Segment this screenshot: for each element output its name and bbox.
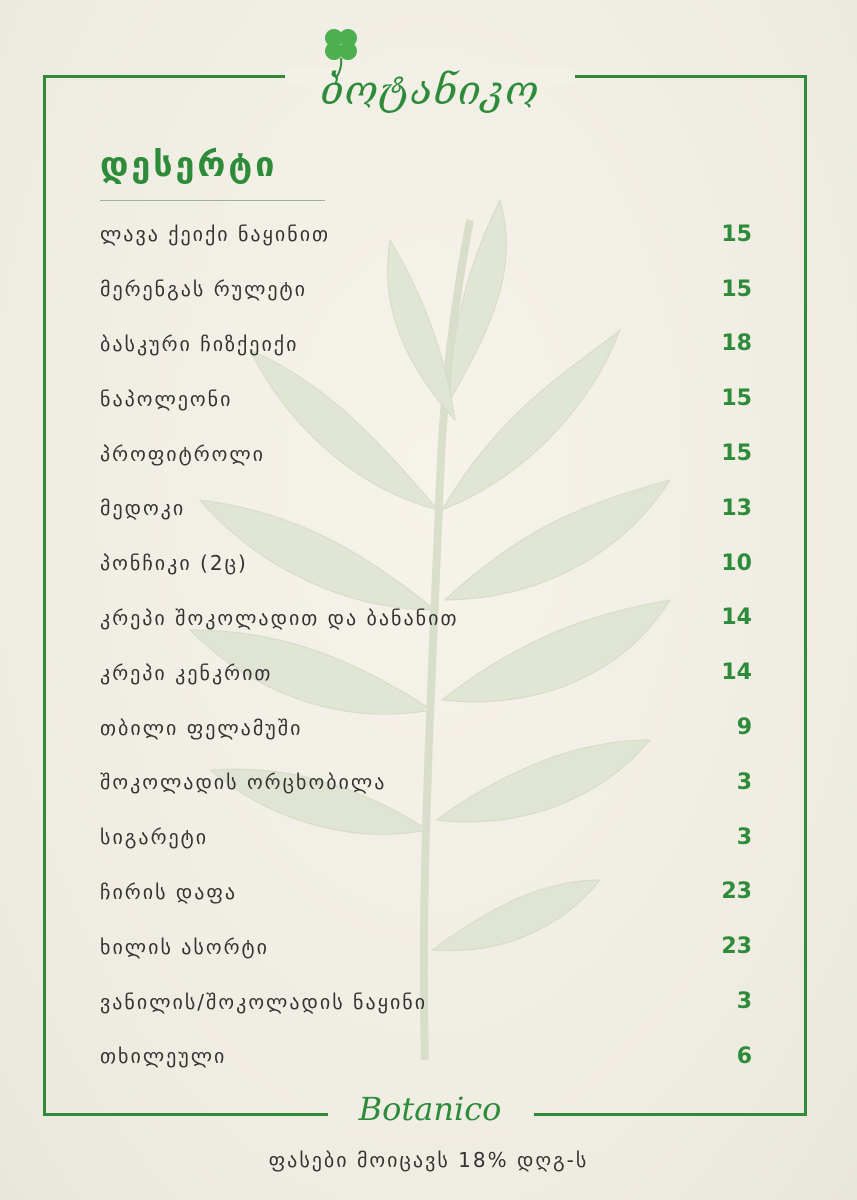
menu-item — [100, 591, 752, 646]
item-price: 9 — [736, 715, 752, 741]
vat-note: ფასები მოიცავს 18% დღგ-ს — [268, 1148, 589, 1172]
item-price: 3 — [736, 989, 752, 1015]
item-name: ჩირის დაფა — [100, 879, 238, 904]
menu-item — [100, 481, 752, 536]
item-name: კრეპი კენკრით — [100, 660, 273, 685]
logo-wordmark: ბოტანიკო — [320, 68, 540, 114]
item-name: ბასკური ჩიზქეიქი — [100, 331, 299, 356]
item-name: პროფიტროლი — [100, 441, 266, 466]
menu-item — [100, 919, 752, 974]
item-name: კრეპი შოკოლადით და ბანანით — [100, 605, 459, 630]
item-price: 15 — [721, 221, 752, 247]
item-name: ლავა ქეიქი ნაყინით — [100, 222, 331, 247]
menu-item — [100, 262, 752, 317]
item-price: 14 — [721, 605, 752, 631]
menu-item — [100, 974, 752, 1029]
item-name: სიგარეტი — [100, 825, 209, 850]
item-name: მერენგას რულეტი — [100, 277, 307, 302]
menu-item — [100, 700, 752, 755]
title-underline — [100, 200, 325, 201]
item-price: 14 — [721, 660, 752, 686]
section-title: დესერტი — [100, 145, 278, 185]
menu-item — [100, 536, 752, 591]
item-name: თბილი ფელამუში — [100, 715, 303, 740]
item-name: ნაპოლეონი — [100, 386, 233, 411]
menu-item — [100, 810, 752, 865]
item-price: 15 — [721, 441, 752, 467]
item-price: 23 — [721, 879, 752, 905]
item-price: 10 — [721, 550, 752, 576]
item-price: 18 — [721, 331, 752, 357]
brand-logo — [300, 20, 560, 160]
item-name: შოკოლადის ორცხობილა — [100, 770, 387, 795]
item-name: პონჩიკი (2ც) — [100, 551, 248, 576]
menu-item — [100, 317, 752, 372]
item-price: 15 — [721, 386, 752, 412]
item-name: ვანილის/შოკოლადის ნაყინი — [100, 989, 428, 1014]
menu-item — [100, 645, 752, 700]
menu-item — [100, 865, 752, 920]
brand-script-logo: Botanico — [358, 1090, 502, 1128]
menu-item — [100, 755, 752, 810]
menu-item — [100, 207, 752, 262]
item-price: 3 — [736, 824, 752, 850]
menu-item — [100, 1029, 752, 1084]
item-price: 3 — [736, 769, 752, 795]
item-price: 23 — [721, 934, 752, 960]
menu-item — [100, 371, 752, 426]
item-price: 6 — [736, 1043, 752, 1069]
item-price: 15 — [721, 276, 752, 302]
item-name: თხილეული — [100, 1044, 227, 1069]
item-name: მედოკი — [100, 496, 186, 521]
item-price: 13 — [721, 495, 752, 521]
item-name: ხილის ასორტი — [100, 934, 269, 959]
menu-item — [100, 426, 752, 481]
menu-list — [100, 207, 752, 1084]
